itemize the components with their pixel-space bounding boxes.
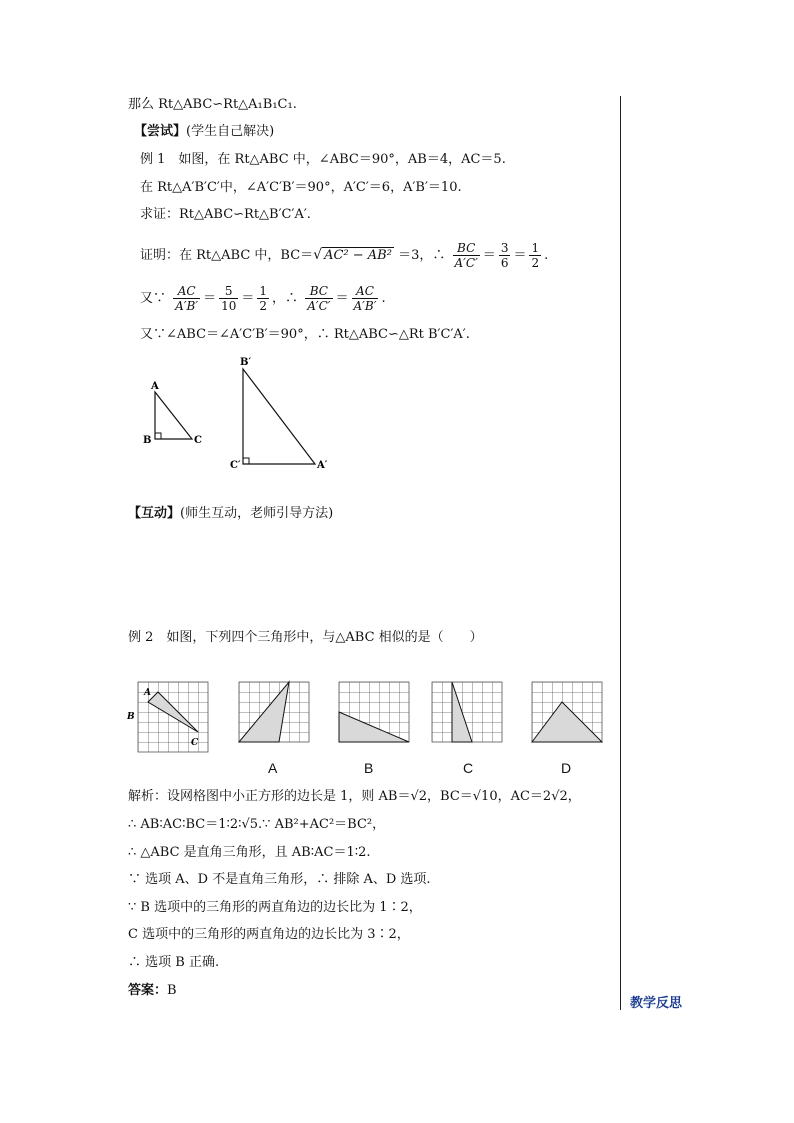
small-triangle xyxy=(143,381,202,446)
grid-option-d xyxy=(532,682,602,742)
answer-line xyxy=(128,983,177,999)
interact-heading: 【互动】 xyxy=(128,506,181,521)
analysis-line-7: ∴ 选项 B 正确. xyxy=(128,955,220,970)
try-heading: 【尝试】 xyxy=(134,124,187,139)
large-label-c: C′ xyxy=(230,460,241,471)
fraction-bc-over-ac: $\frac{BC}{A'C'}$ xyxy=(454,241,478,270)
ex1-line3: 求证：Rt△ABC∽Rt△B′C′A′. xyxy=(140,207,311,222)
answer-value: B xyxy=(167,983,177,998)
try-note: (学生自己解决) xyxy=(186,124,275,139)
proof-prefix: 证明：在 Rt△ABC 中，BC＝ xyxy=(140,248,314,263)
fraction-ac-over-ab: $\frac{AC}{A'B'}$ xyxy=(175,284,199,313)
ex1-line2: 在 Rt△A′B′C′中，∠A′C′B′＝90°，A′C′＝6，A′B′＝10. xyxy=(140,180,462,195)
interact-section xyxy=(128,506,333,522)
grid-option-a xyxy=(239,682,309,742)
fraction-1-over-2-b: $\frac{1}{2}$ xyxy=(259,284,268,313)
analysis-line-6: C 选项中的三角形的两直角边的边长比为 3∶2， xyxy=(128,927,410,942)
ex2-grid-figures xyxy=(126,678,606,753)
try-section xyxy=(134,124,274,140)
option-label-a: A xyxy=(268,760,278,776)
large-label-b: B′ xyxy=(240,357,252,368)
large-label-a: A′ xyxy=(317,460,328,471)
small-label-c: C xyxy=(194,435,202,446)
ex2-question: 例 2 如图，下列四个三角形中，与△ABC 相似的是（ ） xyxy=(128,630,483,645)
grid-label-c: C xyxy=(191,738,199,748)
analysis-line-1: 解析：设网格图中小正方形的边长是 1，则 AB＝√2，BC＝√10，AC＝2√2， xyxy=(128,789,581,804)
ex1-again-line: 又∵ $\frac{AC}{A'B'}$ ＝ $\frac{5}{10}$ ＝ $\frac{1}{2}$ ，∴ $\frac{BC}{A'C'}$ ＝ $\frac{AC}{A'B'}$ . xyxy=(140,284,386,313)
option-label-d: D xyxy=(561,760,572,776)
answer-label: 答案： xyxy=(128,983,168,998)
ex1-triangles-figure xyxy=(130,355,360,475)
ex1-again2: 又∵∠ABC＝∠A′C′B′＝90°，∴ Rt△ABC∽△Rt B′C′A′. xyxy=(140,327,470,342)
fraction-3-over-6: $\frac{3}{6}$ xyxy=(500,241,509,270)
header-line: 那么 Rt△ABC∽Rt△A₁B₁C₁. xyxy=(128,97,297,112)
fraction-ac-over-ab-2: $\frac{AC}{A'B'}$ xyxy=(353,284,377,313)
sqrt-expression: AC² − AB² xyxy=(324,248,392,263)
grid-label-a: A xyxy=(144,688,151,698)
small-label-a: A xyxy=(151,381,159,392)
analysis-line-5: ∵ B 选项中的三角形的两直角边的边长比为 1∶2， xyxy=(128,900,422,915)
grid-option-c xyxy=(432,682,502,742)
option-label-c: C xyxy=(463,760,474,776)
grid-label-b: B xyxy=(127,712,135,722)
analysis-line-4: ∵ 选项 A、D 不是直角三角形，∴ 排除 A、D 选项. xyxy=(128,872,431,887)
analysis-line-3: ∴ △ABC 是直角三角形，且 AB∶AC＝1∶2. xyxy=(128,845,371,860)
option-label-b: B xyxy=(364,760,374,776)
fraction-bc-over-ac-2: $\frac{BC}{A'C'}$ xyxy=(307,284,331,313)
ex1-line1: 例 1 如图，在 Rt△ABC 中，∠ABC＝90°，AB＝4，AC＝5. xyxy=(140,152,506,167)
proof-mid: ＝3，∴ xyxy=(398,248,446,263)
analysis-line-2: ∴ AB∶AC∶BC＝1∶2∶√5.∵ AB²+AC²＝BC²， xyxy=(128,817,386,832)
grid-option-b xyxy=(339,682,409,742)
margin-divider xyxy=(620,96,621,1010)
small-label-b: B xyxy=(143,435,152,446)
fraction-5-over-10: $\frac{5}{10}$ xyxy=(221,284,237,313)
interact-note: (师生互动，老师引导方法) xyxy=(180,506,334,521)
grid-original xyxy=(126,682,208,752)
fraction-1-over-2: $\frac{1}{2}$ xyxy=(531,241,540,270)
ex1-proof-line: 证明：在 Rt△ABC 中，BC＝√ AC² − AB² ＝3，∴ $\frac{BC}{A'C'}$ ＝ $\frac{3}{6}$ ＝ $\frac{1}{2}$ . xyxy=(140,241,549,270)
large-triangle xyxy=(230,357,328,471)
again-prefix: 又∵ xyxy=(140,291,167,306)
teaching-reflection-label: 教学反思 xyxy=(630,996,683,1011)
